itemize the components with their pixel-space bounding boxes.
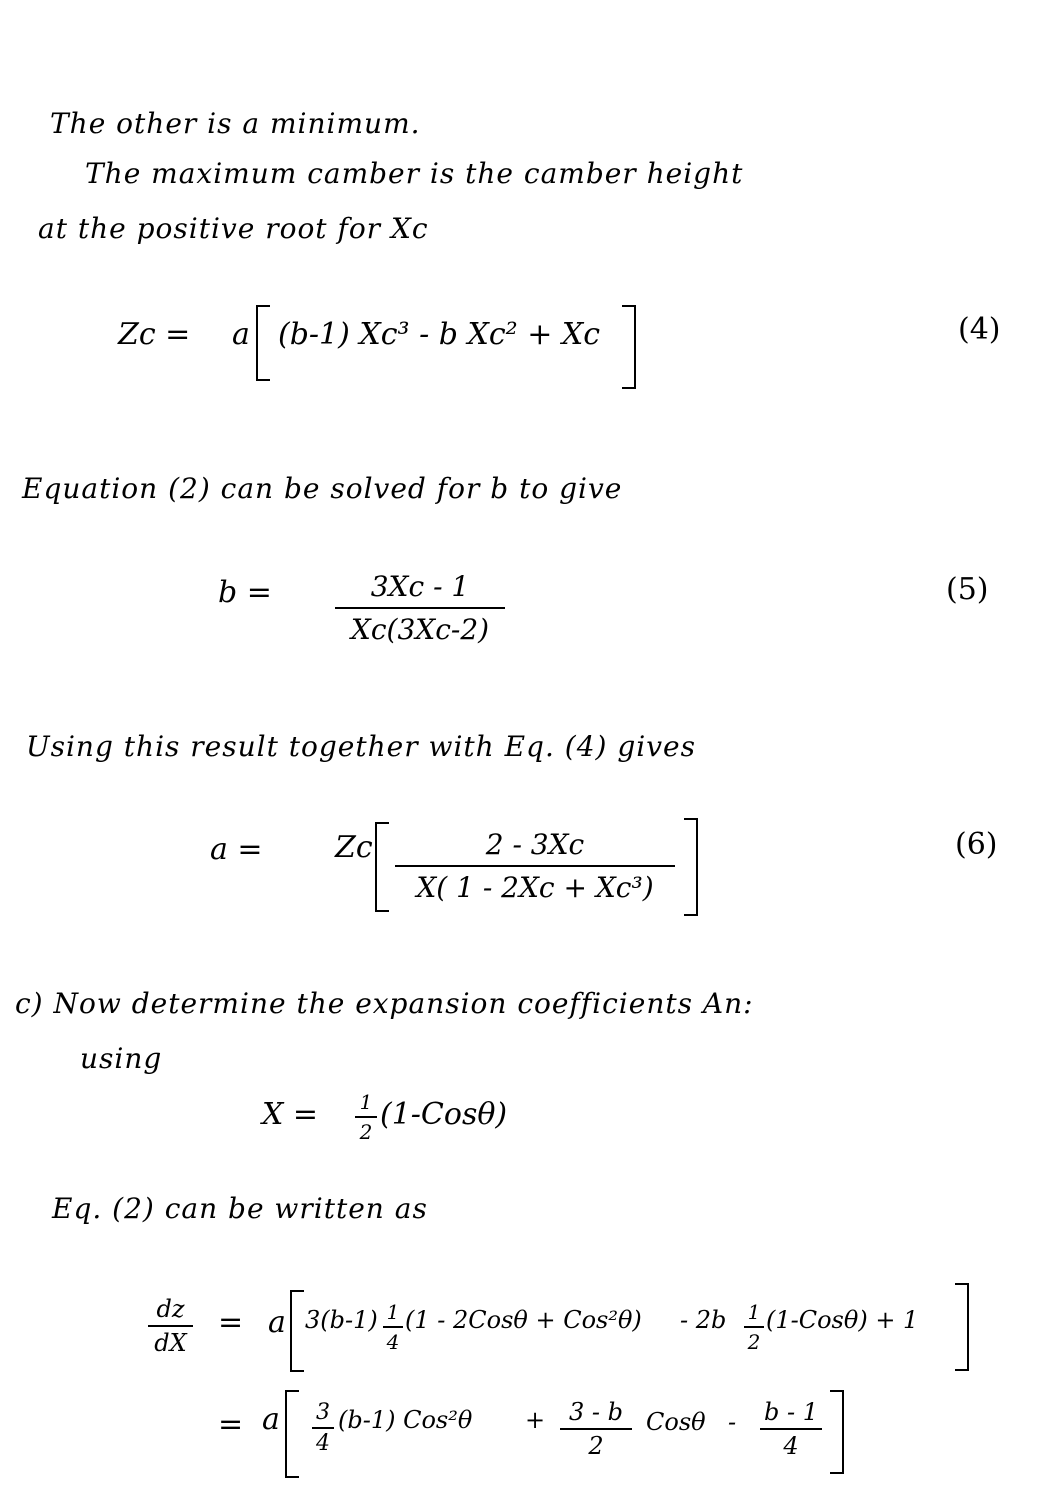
- eqd-a-1: a: [268, 1305, 286, 1340]
- eqd-u3-num: b - 1: [764, 1398, 818, 1426]
- eqx-half-denominator: 2: [359, 1120, 373, 1144]
- eqd-u3-bar: [760, 1428, 822, 1430]
- eq6-denominator: X( 1 - 2Xc + Xc³): [416, 871, 654, 904]
- eqd-u1-num: 3: [316, 1400, 330, 1425]
- eq6-right-bracket: [684, 818, 698, 916]
- eq4-lhs: Zc =: [118, 317, 191, 352]
- line-maximum-camber: The maximum camber is the camber height: [85, 157, 744, 190]
- eq4-a: a: [232, 317, 250, 352]
- eq6-lhs: a =: [210, 832, 263, 867]
- eqd-u3-fraction: [760, 1398, 822, 1460]
- eq4-right-bracket: [622, 305, 636, 389]
- eq6-fraction-bar: [395, 865, 675, 867]
- eqd-term1-quarter-bar: [383, 1326, 403, 1328]
- eqd-lhs-bar: [148, 1325, 193, 1327]
- eqd-u2-den: 2: [588, 1432, 604, 1460]
- eqd-term1-quarter-num: 1: [386, 1300, 400, 1324]
- line-positive-root: at the positive root for Xc: [38, 212, 429, 245]
- eqd-u2-body: Cosθ: [646, 1408, 706, 1436]
- eqd-u2-num: 3 - b: [569, 1398, 623, 1426]
- line-equation-2-solved: Equation (2) can be solved for b to give: [22, 472, 623, 505]
- line-using-result: Using this result together with Eq. (4) gives: [26, 730, 696, 763]
- eq4-left-bracket: [256, 305, 270, 381]
- eqd-term2-half-den: 2: [747, 1330, 761, 1354]
- eqx-half: [355, 1090, 377, 1144]
- eqd-lhs-fraction: [148, 1295, 193, 1357]
- eq5-denominator: Xc(3Xc-2): [350, 613, 490, 646]
- line-eq2-written: Eq. (2) can be written as: [52, 1192, 428, 1225]
- eqd-equals-1: =: [218, 1305, 244, 1340]
- eqd-u2-fraction: [560, 1398, 632, 1460]
- eqd-lhs-numerator: dz: [156, 1295, 185, 1323]
- eqx-half-bar: [355, 1116, 377, 1118]
- eq5-fraction: [335, 570, 505, 646]
- eq6-left-bracket: [375, 822, 389, 912]
- eq6-zc: Zc: [335, 830, 373, 865]
- eqd-u3-den: 4: [783, 1432, 799, 1460]
- eq4-body: (b-1) Xc³ - b Xc² + Xc: [278, 317, 601, 352]
- eqd-u1-den: 4: [316, 1431, 330, 1456]
- eqd-equals-2: =: [218, 1407, 244, 1442]
- eqd-lhs-denominator: dX: [154, 1329, 187, 1357]
- eqd-term1-quarter-den: 4: [386, 1330, 400, 1354]
- eqd-term1-a: 3(b-1): [305, 1306, 378, 1334]
- eqd-term1-b: (1 - 2Cosθ + Cos²θ): [405, 1306, 642, 1334]
- eqx-half-numerator: 1: [359, 1090, 373, 1114]
- eqd-right-bracket-1: [955, 1283, 969, 1371]
- eqd-term1-quarter: [383, 1300, 403, 1354]
- eqd-minus: -: [728, 1408, 737, 1436]
- eqx-rest: (1-Cosθ): [380, 1097, 508, 1132]
- eq4-number: (4): [958, 312, 1001, 347]
- eqd-a-2: a: [262, 1402, 280, 1437]
- eqd-u1-fraction: [312, 1400, 334, 1456]
- eqd-right-bracket-2: [830, 1390, 844, 1474]
- eq6-numerator: 2 - 3Xc: [485, 828, 585, 861]
- eq6-fraction: [395, 828, 675, 904]
- eqd-term2-b: (1-Cosθ) + 1: [766, 1306, 919, 1334]
- line-using: using: [80, 1042, 163, 1075]
- eqd-left-bracket-1: [290, 1290, 304, 1372]
- eq5-lhs: b =: [218, 575, 272, 610]
- eqd-u1-body: (b-1) Cos²θ: [338, 1406, 473, 1434]
- eqx-lhs: X =: [262, 1097, 319, 1132]
- eq6-number: (6): [955, 827, 998, 862]
- eq5-fraction-bar: [335, 607, 505, 609]
- line-other-minimum: The other is a minimum.: [50, 107, 421, 140]
- line-section-c: c) Now determine the expansion coefficients An:: [15, 987, 754, 1020]
- eqd-term2-half-bar: [744, 1326, 764, 1328]
- eqd-term2-half-num: 1: [747, 1300, 761, 1324]
- eqd-u1-bar: [312, 1427, 334, 1429]
- eqd-u2-bar: [560, 1428, 632, 1430]
- eq5-numerator: 3Xc - 1: [370, 570, 470, 603]
- eqd-term2-half: [744, 1300, 764, 1354]
- eqd-term2-a: - 2b: [680, 1306, 727, 1334]
- eqd-plus: +: [525, 1406, 546, 1434]
- eq5-number: (5): [946, 572, 989, 607]
- eqd-left-bracket-2: [285, 1390, 299, 1478]
